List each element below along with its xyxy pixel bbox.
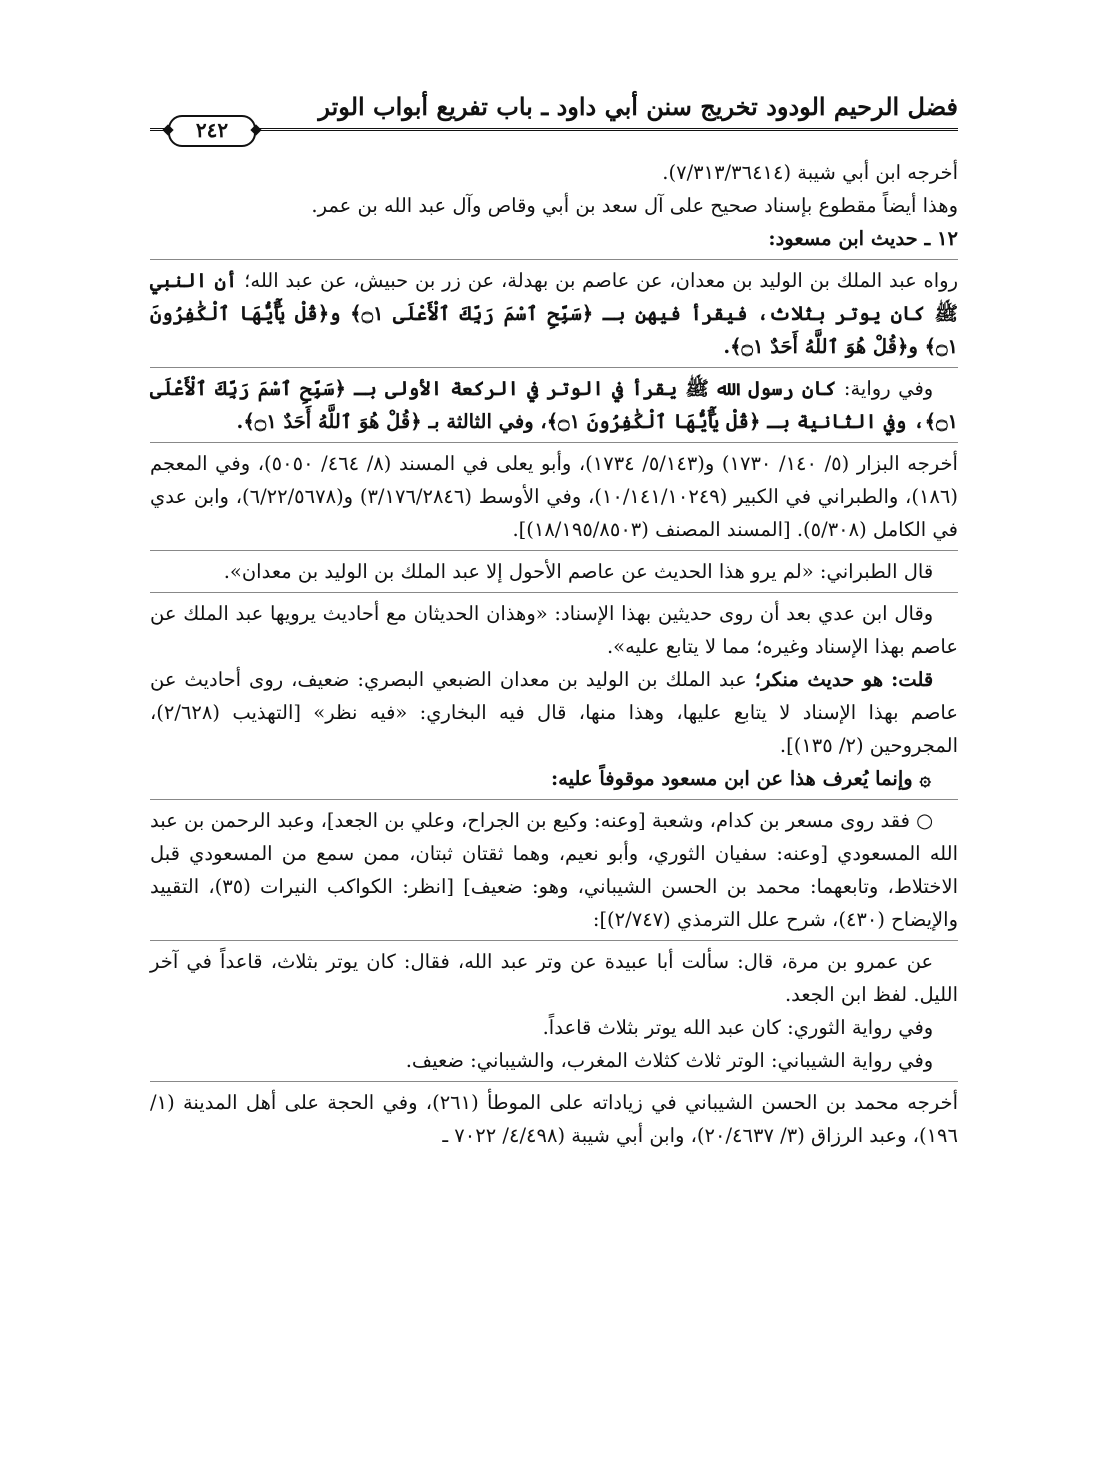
paragraph-5: أخرجه البزار (٥/ ١٤٠/ ١٧٣٠) و(٥/١٤٣/ ١٧٣٤)، وأبو يعلى في المسند (٨/ ٤٦٤/ ٥٠٥٠)، وفي المعجم (١٨٦)، والطبراني في الكبير (١٠/١٤١/١٠٢٤٩)، وفي الأوسط (٣/١٧٦/٢٨٤٦) و(٦/٢٢/٥٦٧٨)، وابن عدي في الكامل (٥/٣٠٨). [المسند المصنف (١٨/١٩٥/٨٥٠٣)].: [150, 452, 958, 541]
page: [150, 88, 958, 1388]
paragraph-4-intro: وفي رواية:: [843, 377, 934, 400]
divider: [150, 367, 958, 368]
divider: [150, 442, 958, 443]
paragraph-9: ۞ وإنما يُعرف هذا عن ابن مسعود موقوفاً عليه:: [550, 767, 931, 790]
paragraph-11: عن عمرو بن مرة، قال: سألت أبا عبيدة عن وتر عبد الله، فقال: كان يوتر بثلاث، قاعداً في آخر الليل. لفظ ابن الجعد.: [150, 950, 958, 1006]
section-heading: ١٢ ـ حديث ابن مسعود:: [768, 227, 958, 250]
divider: [150, 592, 958, 593]
page-number: ٢٤٢: [168, 115, 256, 147]
paragraph-12: وفي رواية الثوري: كان عبد الله يوتر بثلاث قاعداً.: [542, 1016, 934, 1039]
paragraph-8-verdict: هو حديث منكر؛: [754, 668, 884, 691]
paragraph-3-chain: رواه عبد الملك بن الوليد بن معدان، عن عاصم بن بهدلة، عن زر بن حبيش، عن عبد الله؛: [244, 269, 958, 292]
divider: [150, 1081, 958, 1082]
paragraph-7: وقال ابن عدي بعد أن روى حديثين بهذا الإسناد: «وهذان الحديثان مع أحاديث يرويها عبد الملك عن عاصم بهذا الإسناد وغيره؛ مما لا يتابع عليه».: [150, 602, 958, 658]
paragraph-8: [150, 663, 958, 762]
paragraph-4-hadith: كان رسول الله ﷺ يقرأ في الوتر في الركعة الأولى بـ ﴿سَبِّحِ ٱسْمَ رَبِّكَ ٱلْأَعْلَى ۝١﴾، وفي الثانية بـ ﴿قُلْ يَٰٓأَيُّهَا ٱلْكَٰفِرُونَ ۝١﴾، وفي الثالثة بـ ﴿قُلْ هُوَ ٱللَّهُ أَحَدٌ ۝١﴾.: [150, 377, 958, 433]
paragraph-13: وفي رواية الشيباني: الوتر ثلاث كثلاث المغرب، والشيباني: ضعيف.: [405, 1049, 934, 1072]
divider: [150, 799, 958, 800]
divider: [150, 940, 958, 941]
divider: [150, 550, 958, 551]
paragraph-2: وهذا أيضاً مقطوع بإسناد صحيح على آل سعد بن أبي وقاص وآل عبد الله بن عمر.: [311, 194, 958, 217]
main-text: [150, 156, 958, 1152]
running-title: فضل الرحيم الودود تخريج سنن أبي داود ـ باب تفريع أبواب الوتر: [318, 92, 958, 121]
paragraph-1: أخرجه ابن أبي شيبة (٧/٣١٣/٣٦٤١٤).: [662, 161, 958, 184]
paragraph-3: [150, 264, 958, 363]
paragraph-8-label: قلت:: [891, 668, 934, 691]
paragraph-6: قال الطبراني: «لم يرو هذا الحديث عن عاصم الأحول إلا عبد الملك بن الوليد بن معدان».: [223, 560, 934, 583]
paragraph-4: [150, 372, 958, 438]
paragraph-10: ○ فقد روى مسعر بن كدام، وشعبة [وعنه: وكيع بن الجراح، وعلي بن الجعد]، وعبد الرحمن بن عبد الله المسعودي [وعنه: سفيان الثوري، وأبو نعيم، وهما ثقتان ثبتان، ممن سمع من المسعودي قبل الاختلاط، وتابعهما: محمد بن الحسن الشيباني، وهو: ضعيف] [انظر: الكواكب النيرات (٣٥)، التقييد والإيضاح (٤٣٠)، شرح علل الترمذي (٢/٧٤٧)]:: [150, 809, 958, 931]
paragraph-8-text: عبد الملك بن الوليد بن معدان الضبعي البصري: ضعيف، روى أحاديث عن عاصم بهذا الإسناد لا يتابع عليها، وهذا منها، قال فيه البخاري: «فيه نظر» [التهذيب (٢/٦٢٨)، المجروحين (٢/ ١٣٥)].: [150, 668, 958, 757]
header-rule: [150, 128, 958, 131]
paragraph-14: أخرجه محمد بن الحسن الشيباني في زياداته على الموطأ (٢٦١)، وفي الحجة على أهل المدينة (١/ ١٩٦)، وعبد الرزاق (٣/ ٢٠/٤٦٣٧)، وابن أبي شيبة (٤/٤٩٨/ ٧٠٢٢ ـ: [150, 1091, 958, 1147]
paragraph-3-hadith: أن النبي ﷺ كان يوتر بثلاث، فيقرأ فيهن بـ ﴿سَبِّحِ ٱسْمَ رَبِّكَ ٱلْأَعْلَى ۝١﴾ و﴿قُلْ يَٰٓأَيُّهَا ٱلْكَٰفِرُونَ ۝١﴾ و﴿قُلْ هُوَ ٱللَّهُ أَحَدٌ ۝١﴾.: [150, 269, 958, 358]
page-header: [150, 88, 958, 152]
divider: [150, 259, 958, 260]
